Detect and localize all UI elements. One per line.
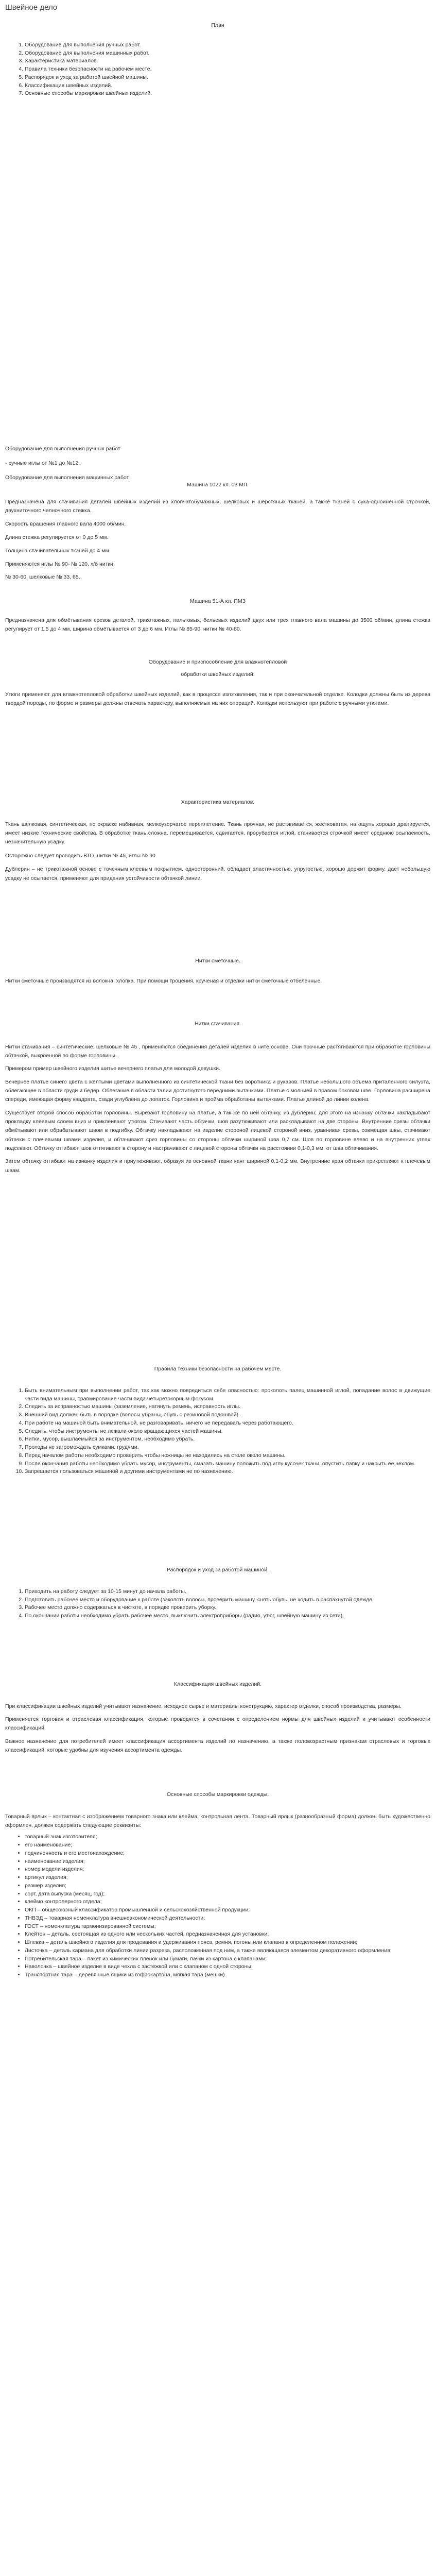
machine-51a-section bbox=[5, 598, 430, 634]
marking-section bbox=[5, 1791, 430, 1979]
paragraph: Дублерин – не трикотажной основе с точечным клеевым покрытием, односторонний, обладает эластичностью, упругостью, хорошо держит форму, дает небольшую усадку не осыпается, применяют для придания устойчивости обтачкой линии. bbox=[5, 866, 430, 882]
plan-list bbox=[5, 41, 430, 98]
paragraph: Оборудование для выполнения машинных работ. bbox=[5, 474, 130, 481]
list-item: 4. По окончании работы необходимо убрать рабочее место, выключить электроприборы (радио, утюг, швейную машину из сети). bbox=[25, 1612, 430, 1620]
machine-1022-section bbox=[5, 481, 430, 582]
paragraph: Применяется торговая и отраслевая классификация, которые проводятся в сочетании с определением нормы для швейных изделий и учитывают особенности классификаций. bbox=[5, 1716, 430, 1732]
paragraph: Важное назначение для потребителей имеет классификация ассортимента изделий по назначению, а также половозрастным признакам отраслевых и торговых классификаций, которые удобны для изучения ассортимента одежды. bbox=[5, 1738, 430, 1753]
list-item: • подчиненность и его местонахождение; bbox=[25, 1850, 430, 1858]
paragraph: № 30-60, шелковые № 33, 65. bbox=[5, 574, 80, 581]
list-item: • ОКП – общесоюзный классификатор промышленной и сельскохозяйственной продукции; bbox=[25, 1906, 430, 1914]
paragraph: Толщина стачивательных тканей до 4 мм. bbox=[5, 547, 111, 554]
plan-item: 1. Оборудование для выполнения ручных работ. bbox=[25, 41, 430, 49]
list-item: 1. Приходить на работу следует за 10-15 минут до начала работы. bbox=[25, 1588, 430, 1596]
section-heading: Машина 1022 кл. 03 МЛ. bbox=[187, 482, 249, 488]
manual-work-section bbox=[5, 445, 430, 482]
list-item: • его наименование; bbox=[25, 1841, 430, 1850]
section-heading: Правила техники безопасности на рабочем месте. bbox=[154, 1366, 282, 1372]
section-heading: Машина 51-А кл. ПМЗ bbox=[190, 598, 246, 604]
list-item: • сорт, дата выпуска (месяц, год); bbox=[25, 1890, 430, 1899]
list-item: • Листочка – деталь кармана для обработки линии разреза, расположенная под ним, а также являющаяся элементом декоративного оформления; bbox=[25, 1947, 430, 1955]
list-item: 3. Внешний вид должен быть в порядке (волосы убраны, обувь с резиновой подошвой). bbox=[25, 1411, 430, 1419]
list-item: • Транспортная тара – деревянные ящики из гофрокартона, мягкая тара (мешки). bbox=[25, 1971, 430, 1979]
list-item: 10. Запрещается пользоваться машиной и другими инструментами не по назначению. bbox=[25, 1468, 430, 1476]
care-list bbox=[5, 1588, 430, 1620]
list-item: • Шлевка – деталь швейного изделия для продевания и удерживания пояса, ремня, погоны или клапана в определенном положении; bbox=[25, 1939, 430, 1947]
paragraph: Нитки стачивания – синтетические, шелковые № 45 , применяются соединения деталей изделия в ните основе. Они прочные растягиваются при обработке горловины обтачкой, выкроенной по форме горловины. bbox=[5, 1043, 430, 1059]
list-item: • артикул изделия; bbox=[25, 1874, 430, 1882]
list-item: • ТНВЭД – товарная номенклатура внешнеэкономической деятельности; bbox=[25, 1914, 430, 1923]
paragraph: Скорость вращения главного вала 4000 об/мин. bbox=[5, 521, 126, 528]
plan-item: 4. Правила техники безопасности на рабочем месте. bbox=[25, 65, 430, 74]
list-item: • наименование изделия; bbox=[25, 1858, 430, 1866]
list-item: • ГОСТ – номенклатура гармонизированной системы; bbox=[25, 1923, 430, 1931]
paragraph: Осторожно следует проводить ВТО, нитки № 45, иглы № 90. bbox=[5, 852, 157, 859]
section-heading: Характеристика материалов. bbox=[181, 799, 255, 805]
plan-item: 6. Классификация швейных изделий. bbox=[25, 82, 430, 90]
section-heading: Оборудование для выполнения ручных работ bbox=[5, 446, 120, 452]
section-heading: обработки швейных изделий. bbox=[181, 671, 255, 677]
paragraph: - ручные иглы от №1 до №12. bbox=[5, 460, 80, 466]
machine-care-section bbox=[5, 1566, 430, 1620]
list-item: • Клейтон – деталь, состоящая из одного или нескольких частей, предназначенная для установки; bbox=[25, 1930, 430, 1939]
paragraph: Утюги применяют для влажнотепловой обработки швейных изделий, как в процессе изготовления, так и при окончательной отделке. Колодки должны быть из дерева твердой породы, по форме и размеры должны отвечать характеру, выполняемых на них операций. Колодки используют при работе с ручными утюгами. bbox=[5, 691, 430, 706]
safety-section bbox=[5, 1365, 430, 1476]
plan-heading: План bbox=[211, 22, 224, 28]
plan-item: 7. Основные способы маркировки швейных изделий. bbox=[25, 90, 430, 98]
list-item: 2. Подготовить рабочее место и оборудование к работе (заколоть волосы, проверить машину, снять обувь, не ходить в распахнутой одежде. bbox=[25, 1596, 430, 1604]
list-item: 2. Следить за исправностью машины (заземление, натянуть ремень, исправность иглы. bbox=[25, 1403, 430, 1411]
sewing-threads-section bbox=[5, 1020, 430, 1175]
classification-section bbox=[5, 1681, 430, 1755]
section-heading: Нитки стачивания. bbox=[194, 1021, 241, 1027]
wet-heat-section bbox=[5, 658, 430, 708]
list-item: 6. Нитки, мусор, вышлаемыйся за инструментом, необходимо убрать. bbox=[25, 1435, 430, 1444]
paragraph: Вечернее платье синего цвета с жёлтыми цветами выполненного из синтетической ткани без воротника и рукавов. Платье небольшого объема приталенного силуэта, облегающее в области груди и бедер. Облегание в области талии достигнутого передними вытачками. Платье с молнией в правом боковом шве. Горловина расширена спереди, имеющая форму квадрата, сзади углублена до лопаток. Горловина и пройма обработаны вытачками. Платье длиной до линии колена. bbox=[5, 1078, 430, 1103]
basting-threads-section bbox=[5, 957, 430, 986]
list-item: 3. Рабочее место должно содержаться в чистоте, в порядке проверить уборку. bbox=[25, 1604, 430, 1612]
paragraph: Примером пример швейного изделия шитье вечернего платья для молодой девушки. bbox=[5, 1065, 220, 1072]
list-item: 4. При работе на машиной быть внимательной, не разговаривать, ничего не передавать через работающего. bbox=[25, 1419, 430, 1428]
paragraph: Применяются иглы № 90- № 120, х/б нитки. bbox=[5, 561, 115, 567]
plan-section bbox=[5, 22, 430, 98]
paragraph: Предназначена для обмётывания срезов деталей, трикотажных, пальтовых, бельевых изделий двух или трех главного вала машины до 3500 об/мин, длина стежка регулирует от 1,5 до 4 мм, ширина обмётывается от 3 до 6 мм. Иглы № 85-90, нитки № 40-80. bbox=[5, 617, 430, 633]
list-item: 9. После окончания работы необходимо убрать мусор, инструменты, смазать машину положить под иглу кусочек ткани, опустить лапку и накрыть ее чехлом. bbox=[25, 1460, 430, 1468]
list-item: • размер изделия; bbox=[25, 1882, 430, 1890]
paragraph: Товарный ярлык – контактная с изображением товарного знака или клейма, контрольная лента. Товарный ярлык (разнообразный форма) должен быть художественно оформлен, должен содержать следующие реквизиты: bbox=[5, 1813, 430, 1829]
plan-item: 5. Распорядок и уход за работой швейной машины. bbox=[25, 74, 430, 82]
paragraph: Длина стежка регулируется от 0 до 5 мм. bbox=[5, 534, 109, 541]
safety-list bbox=[5, 1387, 430, 1476]
materials-section bbox=[5, 799, 430, 883]
paragraph: Предназначена для стачивания деталей швейных изделий из хлопчатобумажных, шелковых и шерстяных тканей, а также тканей с сука-одноиненной строчкой, двухниточного челночного стежка. bbox=[5, 498, 430, 514]
list-item: • клеймо контролерного отдела; bbox=[25, 1898, 430, 1906]
document-title: Швейное дело bbox=[5, 3, 58, 12]
section-heading: Основные способы маркировки одежды. bbox=[166, 1791, 269, 1798]
list-item: • номер модели изделия; bbox=[25, 1866, 430, 1874]
list-item: 8. Перед началом работы необходимо проверить чтобы ножницы не находились на столе около машины. bbox=[25, 1452, 430, 1460]
section-heading: Классификация швейных изделий. bbox=[173, 1681, 262, 1687]
list-item: • Наволочка – швейное изделие в виде чехла с застежкой или с клапаном с одной стороны; bbox=[25, 1963, 430, 1971]
paragraph: Ткань шелковая, синтетическая, по окраске набивная, мелкоузорчатое переплетение. Ткань прочная, не растягивается, жестковатая, на ощупь хорошо драпируется, имеет низкие технические свойства. В обработке ткань сложна, перемещивается, сдвигается, прорубается иглой, стачивается строчкой имеет среднюю осыпаемость, незначительную усадку. bbox=[5, 821, 430, 845]
list-item: 1. Быть внимательным при выполнении работ, так как можно повредиться себе опасностью: проколоть палец машинной иглой, попадание волос в движущие части вида машины, травмирование части вида четыретокорным фокусом. bbox=[25, 1387, 430, 1403]
list-item: • Потребительская тара – пакет из химических пленок или бумаги, пачки из картона с клапанами; bbox=[25, 1955, 430, 1963]
paragraph: Нитки сметочные производятся из волокна, хлопка. При помощи троцения, крученая и отделки нитки сметочные отбеленные. bbox=[5, 977, 322, 984]
paragraph: Затем обтачку отгибают на изнанку изделия и приутюживают, образуя из основной ткани кант шириной 0,1-0,2 мм. Внутренние края обтачки прикрепляют к плечевым швам. bbox=[5, 1158, 430, 1174]
paragraph: При классификации швейных изделий учитывают назначение, исходное сырье и материалы конструкцию, характер отделки, способ производства, размеры. bbox=[5, 1703, 402, 1709]
plan-item: 3. Характеристика материалов. bbox=[25, 57, 430, 65]
plan-item: 2. Оборудование для выполнения машинных работ. bbox=[25, 49, 430, 58]
section-heading: Распорядок и уход за работой машиной. bbox=[167, 1567, 269, 1573]
list-item: • товарный знак изготовителя; bbox=[25, 1833, 430, 1841]
paragraph: Существует второй способ обработки горловины. Вырезают горловину на платье, а так же по ней обтачку, из дублерин; для этого на изнанку обтачки накладывают прокладку клеевым слоем вниз и приклеивают утюгом. Стачивают часть обтачки, шов разутюживают или раскладывают на две стороны. Внутренние срезы обтачки обмётывают или обрабатывают швом в подгибку. Обтачку накладывают на изделие стороной лицевой стороной вниз, уравнивая срезы, совмещая швы, стачивают обтачки с плечевыми швами изделия, и обтачивают срез горловины со стороны обтачки шириной шва 0,7 см. Шов по горловине влево и на внутренних углах подсекают. Обтачку отгибают, шов оттягивают в сторону и настрачивают с лицевой стороны обтачки на расстоянии 0,1-0,3 мм. от шва обтачивания. bbox=[5, 1109, 430, 1151]
list-item: 7. Проходы не загромождать сумками, грудями. bbox=[25, 1444, 430, 1452]
marking-list bbox=[5, 1833, 430, 1979]
list-item: 5. Следить, чтобы инструменты не лежали около вращающихся частей машины. bbox=[25, 1428, 430, 1436]
section-heading: Нитки сметочные. bbox=[195, 958, 240, 964]
section-heading: Оборудование и приспособление для влажнотепловой bbox=[148, 659, 287, 665]
